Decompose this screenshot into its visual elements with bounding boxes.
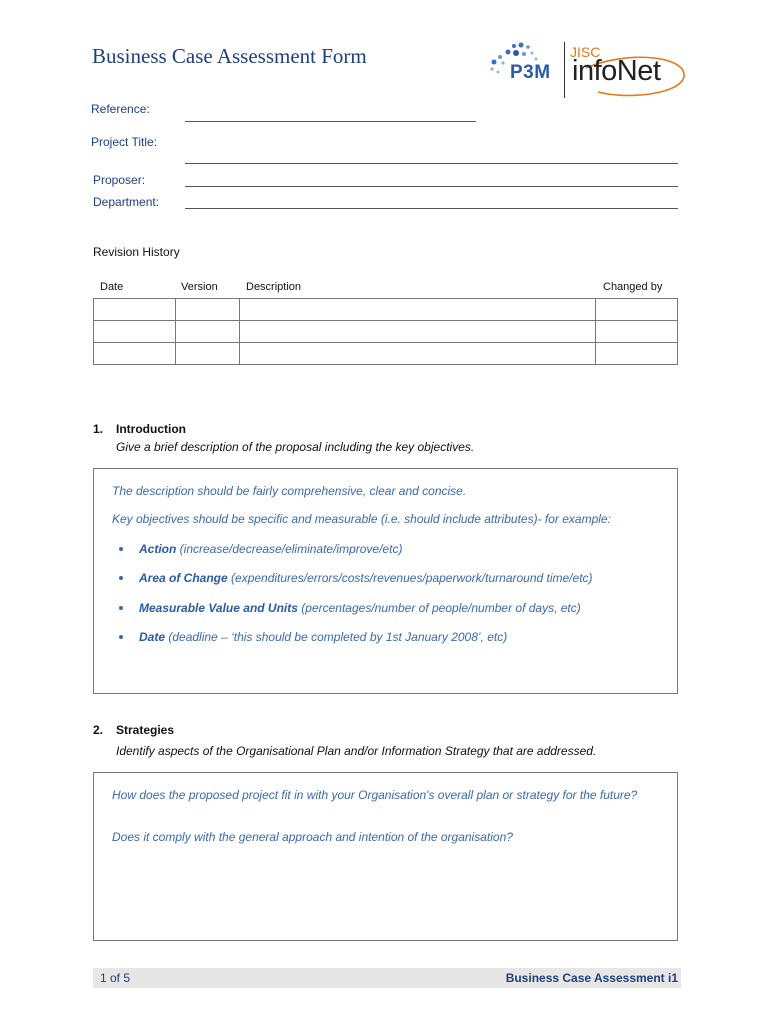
proposer-input-line[interactable] xyxy=(185,186,678,187)
bullet-term: Action xyxy=(139,542,177,556)
table-cell[interactable] xyxy=(239,321,595,343)
table-cell[interactable] xyxy=(239,343,595,365)
proposer-label: Proposer: xyxy=(93,173,146,187)
section-1-title: Introduction xyxy=(116,422,186,436)
bullet-term: Date xyxy=(139,630,166,644)
department-label: Department: xyxy=(93,195,160,209)
strategies-hint-1: How does the proposed project fit in with your Organisation's overall plan or strategy for the future? xyxy=(112,788,638,802)
project-title-label: Project Title: xyxy=(91,135,158,149)
footer-document-title: Business Case Assessment i1 xyxy=(505,971,678,985)
table-row xyxy=(94,299,678,321)
intro-hint-2: Key objectives should be specific and measurable (i.e. should include attributes)- for example: xyxy=(112,512,611,526)
section-2-number: 2. xyxy=(93,723,104,737)
bullet-icon xyxy=(119,576,123,580)
table-cell[interactable] xyxy=(596,321,678,343)
column-header-date: Date xyxy=(100,281,124,293)
bullet-term: Area of Change xyxy=(139,571,228,585)
bullet-detail: (deadline – ‘this should be completed by 1st January 2008’, etc) xyxy=(165,630,508,644)
table-cell[interactable] xyxy=(596,343,678,365)
bullet-detail: (increase/decrease/eliminate/improve/etc) xyxy=(176,542,403,556)
logo xyxy=(488,40,698,100)
bullet-icon xyxy=(119,547,123,551)
p3m-logo-text: P3M xyxy=(510,62,551,83)
column-header-description: Description xyxy=(246,281,302,293)
jisc-logo-text: JISC xyxy=(570,44,601,60)
table-cell[interactable] xyxy=(175,321,239,343)
page-number: 1 of 5 xyxy=(100,971,131,985)
table-row xyxy=(94,321,678,343)
bullet-detail: (percentages/number of people/number of days, etc) xyxy=(297,601,581,615)
table-cell[interactable] xyxy=(596,299,678,321)
logo-divider xyxy=(564,42,565,98)
table-cell[interactable] xyxy=(175,299,239,321)
section-2-title: Strategies xyxy=(116,723,175,737)
table-row xyxy=(94,343,678,365)
table-cell[interactable] xyxy=(94,321,176,343)
column-header-changed-by: Changed by xyxy=(603,281,663,293)
document-title: Business Case Assessment Form xyxy=(92,44,367,68)
project-title-input-line[interactable] xyxy=(185,163,678,164)
section-2-description: Identify aspects of the Organisational Plan and/or Information Strategy that are addressed. xyxy=(116,744,597,758)
bullet-term: Measurable Value and Units xyxy=(139,601,298,615)
table-cell[interactable] xyxy=(94,299,176,321)
strategies-hint-2: Does it comply with the general approach and intention of the organisation? xyxy=(112,830,513,844)
intro-hint-1: The description should be fairly comprehensive, clear and concise. xyxy=(112,484,467,498)
revision-history-table xyxy=(93,298,678,365)
column-header-version: Version xyxy=(181,281,218,293)
bullet-icon xyxy=(119,606,123,610)
section-1-number: 1. xyxy=(93,422,104,436)
bullet-detail: (expenditures/errors/costs/revenues/paperwork/turnaround time/etc) xyxy=(227,571,593,585)
table-cell[interactable] xyxy=(175,343,239,365)
reference-input-line[interactable] xyxy=(185,121,476,122)
infonet-logo-text: infoNet xyxy=(572,55,661,87)
reference-label: Reference: xyxy=(91,102,150,116)
table-cell[interactable] xyxy=(239,299,595,321)
revision-history-title: Revision History xyxy=(93,245,180,259)
table-cell[interactable] xyxy=(94,343,176,365)
section-1-description: Give a brief description of the proposal including the key objectives. xyxy=(116,440,475,454)
bullet-icon xyxy=(119,635,123,639)
department-input-line[interactable] xyxy=(185,208,678,209)
